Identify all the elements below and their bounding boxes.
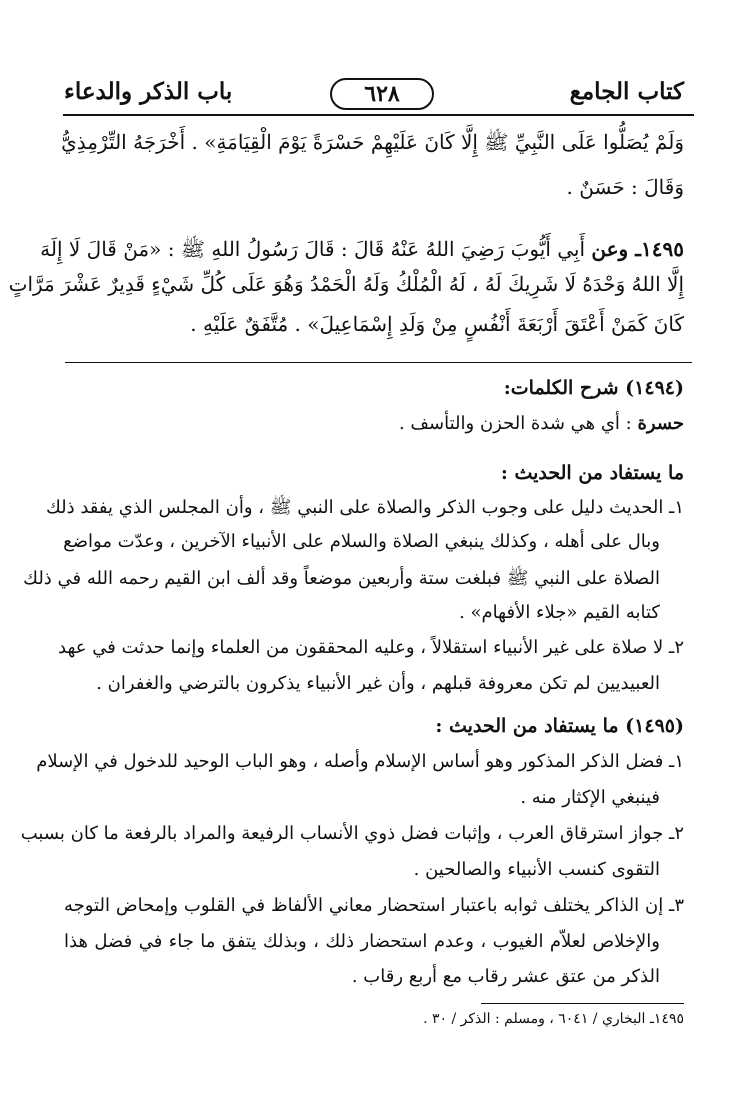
header-rule: [63, 114, 694, 116]
benefit-1494-1-line-3: الصلاة على النبي ﷺ فبلغت ستة وأربعين موضعاً وقد ألف ابن القيم رحمه الله في ذلك: [23, 568, 660, 589]
benefit-1494-2-line-2: العبيديين لم تكن معروفة قبلهم ، وأن غير الأنبياء يذكرون بالترضي والغفران .: [96, 673, 660, 694]
footnote: ١٤٩٥ـ البخاري / ٦٠٤١ ، ومسلم : الذكر / ٣٠ .: [423, 1011, 684, 1027]
word-entry: [64, 413, 684, 434]
hadith-line-5: كَانَ كَمَنْ أَعْتَقَ أَرْبَعَةَ أَنْفُسٍ مِنْ وَلَدِ إِسْمَاعِيلَ» . مُتَّفَقٌ عَلَيْهِ .: [190, 312, 684, 336]
page-number: ٦٢٨: [330, 78, 434, 110]
benefits-heading-1494: ما يستفاد من الحديث :: [500, 462, 684, 484]
hadith-line-4: إِلَّا اللهُ وَحْدَهُ لَا شَرِيكَ لَهُ ، لَهُ الْمُلْكُ وَلَهُ الْحَمْدُ وَهُوَ عَلَى كُلِّ شَيْءٍ قَدِيرٌ عَشْرَ مَرَّاتٍ: [8, 272, 684, 296]
chapter-title: باب الذكر والدعاء: [64, 78, 233, 105]
benefit-1495-2-line-2: التقوى كنسب الأنبياء والصالحين .: [413, 859, 660, 880]
book-title: كتاب الجامع: [569, 78, 684, 105]
benefit-1494-2-line-1: ٢ـ لا صلاة على غير الأنبياء استقلالاً ، وعليه المحققون من العلماء وإنما حدثت في عهد: [58, 637, 684, 658]
hadith-line-1: وَلَمْ يُصَلُّوا عَلَى النَّبِيِّ ﷺ إِلَّا كَانَ عَلَيْهِمْ حَسْرَةً يَوْمَ الْقِيَامَةِ» . أَخْرَجَهُ التِّرْمِذِيُّ: [61, 130, 684, 154]
benefit-1494-1-line-4: كتابه القيم «جلاء الأفهام» .: [459, 602, 660, 623]
benefits-heading-1495: (١٤٩٥) ما يستفاد من الحديث :: [435, 715, 684, 737]
benefit-1495-1-line-1: ١ـ فضل الذكر المذكور وهو أساس الإسلام وأصله ، وهو الباب الوحيد للدخول في الإسلام: [36, 751, 684, 772]
benefit-1494-1-line-1: ١ـ الحديث دليل على وجوب الذكر والصلاة على النبي ﷺ ، وأن المجلس الذي يفقد ذلك: [45, 497, 684, 518]
benefit-1494-1-line-2: وبال على أهله ، وكذلك ينبغي الصلاة والسلام على الأنبياء الآخرين ، وعدّت مواضع: [63, 531, 660, 552]
word-definition: : أي هي شدة الحزن والتأسف .: [398, 413, 632, 434]
hadith-line-3-text: أَبِي أَيُّوبَ رَضِيَ اللهُ عَنْهُ قَالَ : قَالَ رَسُولُ اللهِ ﷺ : «مَنْ قَالَ لَا إِلَهَ: [40, 237, 592, 261]
benefit-1495-3-line-3: الذكر من عتق عشر رقاب مع أربع رقاب .: [351, 966, 660, 987]
hadith-number: ١٤٩٥ـ وعن: [591, 237, 684, 261]
benefit-1495-3-line-2: والإخلاص لعلاّم الغيوب ، وعدم استحضار ذلك ، وبذلك يتفق ما جاء في فضل هذا: [64, 931, 660, 952]
benefit-1495-1-line-2: فينبغي الإكثار منه .: [520, 787, 660, 808]
benefit-1495-2-line-1: ٢ـ جواز استرقاق العرب ، وإثبات فضل ذوي الأنساب الرفيعة والمراد بالرفعة ما كان بسبب: [20, 823, 684, 844]
words-heading: (١٤٩٤) شرح الكلمات:: [503, 377, 684, 399]
benefit-1495-3-line-1: ٣ـ إن الذاكر يختلف ثوابه باعتبار استحضار معاني الألفاظ في القلوب وإمحاض التوجه: [64, 895, 684, 916]
hadith-line-3: [40, 237, 684, 266]
word-term: حسرة: [637, 413, 684, 434]
footnote-rule: [481, 1003, 684, 1004]
section-divider: [65, 362, 692, 363]
hadith-line-2: وَقَالَ : حَسَنٌ .: [566, 175, 684, 199]
